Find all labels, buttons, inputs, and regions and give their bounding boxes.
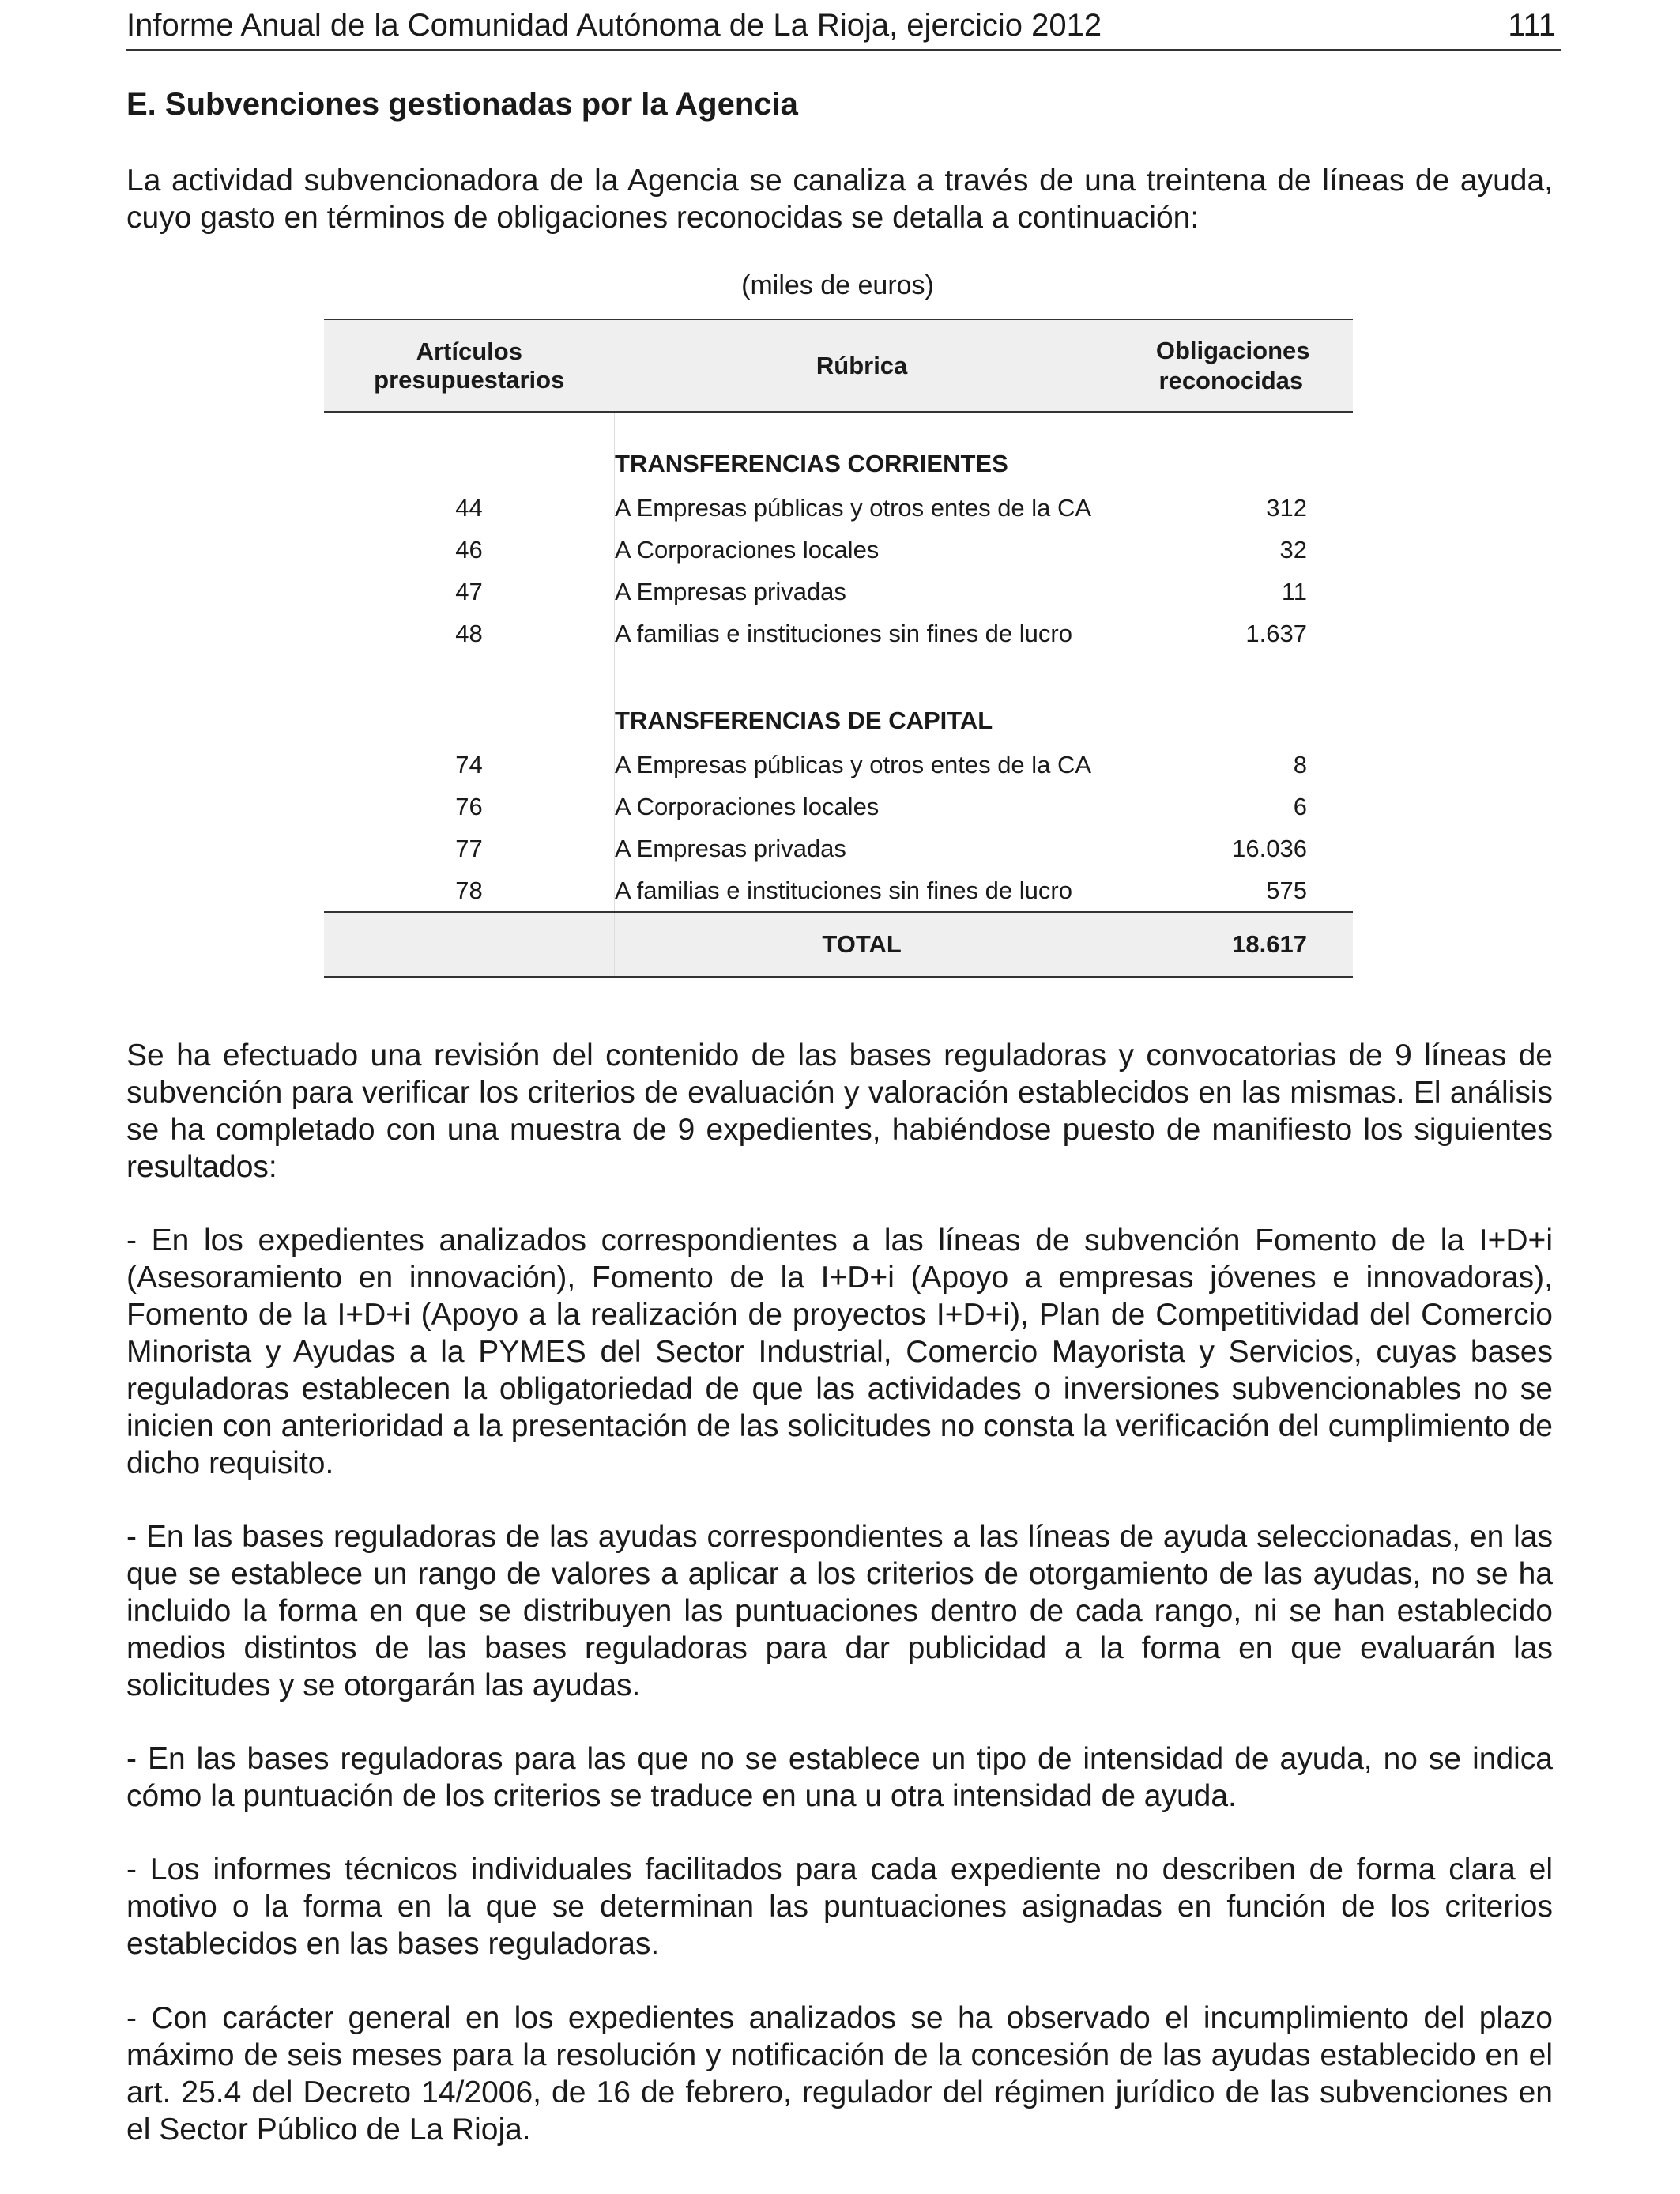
section-row-capital <box>324 690 1353 744</box>
paragraph-finding-3: - En las bases reguladoras para las que no se establece un tipo de intensidad de ayuda, no se indica cómo la puntuación de los criterios se traduce en una u otra intensidad de ayuda. <box>126 1742 1553 1813</box>
table-row <box>324 613 1353 654</box>
page-header <box>126 6 1561 51</box>
subsidies-table <box>324 319 1353 978</box>
header-articulos: Artículos presupuestarios <box>324 319 615 412</box>
total-label: TOTAL <box>615 912 1109 977</box>
cell-importe: 1.637 <box>1109 613 1353 654</box>
cell-articulo: 78 <box>455 876 483 904</box>
paragraph-finding-1: - En los expedientes analizados correspondientes a las líneas de subvención Fomento de la I+D+i (Asesoramiento en innovación), Fomento de la I+D+i (Apoyo a empresas jóvenes e innovadoras), Fomento de la I+D+i (Apoyo a la realización de proyectos I+D+i), Plan de Competitividad del Comercio Minorista y Ayudas a la PYMES del Sector Industrial, Comercio Mayorista y Servicios, cuyas bases reguladoras establecen la obligatoriedad de que las actividades o inversiones subvencionables no se inicien con anterioridad a la presentación de las solicitudes no consta la verificación del cumplimiento de dicho requisito. <box>126 1223 1553 1480</box>
cell-articulo: 77 <box>455 834 483 862</box>
cell-rubrica: A familias e instituciones sin fines de lucro <box>615 613 1109 654</box>
cell-importe: 11 <box>1109 571 1353 613</box>
cell-importe: 8 <box>1109 744 1353 786</box>
total-row <box>324 912 1353 977</box>
cell-rubrica: A Empresas públicas y otros entes de la CA <box>615 487 1109 529</box>
cell-rubrica: A Empresas públicas y otros entes de la CA <box>615 744 1109 786</box>
table-row <box>324 827 1353 869</box>
cell-rubrica: A Empresas privadas <box>615 571 1109 613</box>
section-title-capital: TRANSFERENCIAS DE CAPITAL <box>615 690 1109 744</box>
section-title: E. Subvenciones gestionadas por la Agencia <box>126 87 798 122</box>
paragraph-finding-5: - Con carácter general en los expedientes analizados se ha observado el incumplimiento del plazo máximo de seis meses para la resolución y notificación de la concesión de las ayudas establecido en el art. 25.4 del Decreto 14/2006, de 16 de febrero, regulador del régimen jurídico de las subvenciones en el Sector Público de La Rioja. <box>126 2001 1553 2147</box>
table-row <box>324 529 1353 571</box>
table-row <box>324 744 1353 786</box>
page-number: 111 <box>1508 8 1556 43</box>
table-row <box>324 869 1353 912</box>
cell-importe: 32 <box>1109 529 1353 571</box>
cell-importe: 312 <box>1109 487 1353 529</box>
cell-articulo: 76 <box>455 792 483 820</box>
cell-articulo: 48 <box>455 619 483 647</box>
cell-articulo: 46 <box>455 535 483 564</box>
total-value: 18.617 <box>1109 912 1353 977</box>
section-title-corrientes: TRANSFERENCIAS CORRIENTES <box>615 433 1109 487</box>
header-rubrica: Rúbrica <box>615 319 1109 412</box>
cell-rubrica: A Corporaciones locales <box>615 786 1109 827</box>
paragraph-review: Se ha efectuado una revisión del contenido de las bases reguladoras y convocatorias de 9 líneas de subvención para verificar los criterios de evaluación y valoración establecidos en las mismas. El análisis se ha completado con una muestra de 9 expedientes, habiéndose puesto de manifiesto los siguientes resultados: <box>126 1039 1553 1184</box>
table-row <box>324 571 1353 613</box>
paragraph-finding-2: - En las bases reguladoras de las ayudas correspondientes a las líneas de ayuda seleccionadas, en las que se establece un rango de valores a aplicar a los criterios de otorgamiento de las ayudas, no se ha incluido la forma en que se distribuyen las puntuaciones dentro de cada rango, ni se han establecido medios distintos de las bases reguladoras para dar publicidad a la forma en que evaluarán las solicitudes y se otorgarán las ayudas. <box>126 1520 1553 1702</box>
table-units: (miles de euros) <box>741 270 934 300</box>
report-title: Informe Anual de la Comunidad Autónoma de La Rioja, ejercicio 2012 <box>126 8 1102 43</box>
section-row-corrientes <box>324 433 1353 487</box>
cell-articulo: 47 <box>455 577 483 605</box>
cell-articulo: 74 <box>455 750 483 778</box>
cell-rubrica: A Empresas privadas <box>615 827 1109 869</box>
cell-importe: 6 <box>1109 786 1353 827</box>
cell-importe: 16.036 <box>1109 827 1353 869</box>
cell-importe: 575 <box>1109 869 1353 912</box>
cell-rubrica: A familias e instituciones sin fines de lucro <box>615 869 1109 912</box>
table-row <box>324 786 1353 827</box>
table-row <box>324 487 1353 529</box>
header-obligaciones: Obligaciones reconocidas <box>1109 319 1353 412</box>
intro-paragraph: La actividad subvencionadora de la Agencia se canaliza a través de una treintena de líneas de ayuda, cuyo gasto en términos de obligaciones reconocidas se detalla a continuación: <box>126 164 1553 235</box>
table-header-row <box>324 319 1353 412</box>
paragraph-finding-4: - Los informes técnicos individuales facilitados para cada expediente no describen de forma clara el motivo o la forma en la que se determinan las puntuaciones asignadas en función de los criterios establecidos en las bases reguladoras. <box>126 1853 1553 1961</box>
cell-rubrica: A Corporaciones locales <box>615 529 1109 571</box>
cell-articulo: 44 <box>455 493 483 522</box>
